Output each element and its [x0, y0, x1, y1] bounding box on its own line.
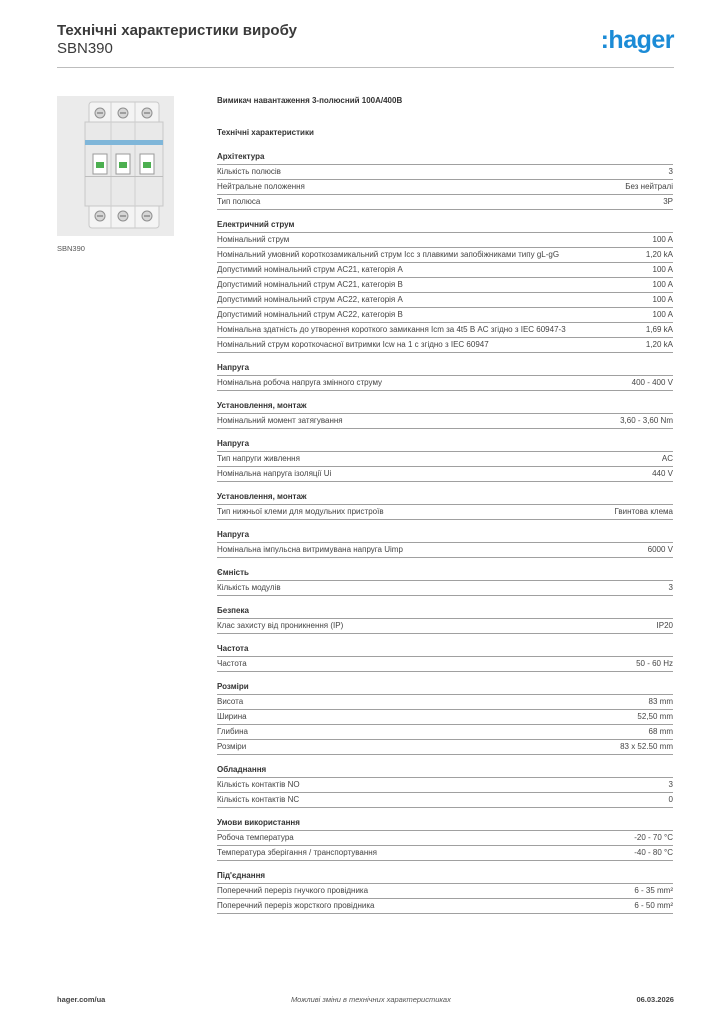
spec-value: 6 - 35 mm² — [634, 886, 673, 895]
tech-spec-heading: Технічні характеристики — [217, 128, 314, 137]
section-title: Електричний струм — [217, 220, 673, 233]
page-title: Технічні характеристики виробу — [57, 22, 297, 39]
spec-value: IP20 — [656, 621, 673, 630]
spec-content — [217, 96, 673, 914]
spec-row — [217, 831, 673, 846]
spec-row — [217, 323, 673, 338]
spec-label: Кількість модулів — [217, 583, 281, 592]
spec-label: Тип нижньої клеми для модульних пристроїв — [217, 507, 384, 516]
spec-row — [217, 278, 673, 293]
section-title: Розміри — [217, 682, 673, 695]
spec-value: 6000 V — [647, 545, 673, 554]
spec-label: Номінальний струм — [217, 235, 290, 244]
spec-row — [217, 414, 673, 429]
spec-section — [217, 439, 673, 482]
spec-row — [217, 710, 673, 725]
spec-label: Допустимий номінальний струм AC21, категорія A — [217, 265, 403, 274]
spec-value: 50 - 60 Hz — [636, 659, 673, 668]
spec-section — [217, 765, 673, 808]
spec-value: 1,20 kA — [645, 340, 673, 349]
spec-label: Кількість контактів NC — [217, 795, 300, 804]
spec-section — [217, 606, 673, 634]
spec-label: Допустимий номінальний струм AC22, категорія A — [217, 295, 403, 304]
spec-value: -40 - 80 °C — [634, 848, 673, 857]
section-title: Установлення, монтаж — [217, 492, 673, 505]
spec-label: Частота — [217, 659, 247, 668]
product-name: Вимикач навантаження 3-полюсний 100А/400В — [217, 96, 403, 105]
spec-section — [217, 644, 673, 672]
product-code: SBN390 — [57, 40, 113, 57]
spec-label: Поперечний переріз гнучкого провідника — [217, 886, 369, 895]
spec-value: 100 A — [652, 235, 673, 244]
spec-label: Глибина — [217, 727, 248, 736]
section-title: Установлення, монтаж — [217, 401, 673, 414]
spec-label: Номінальний струм короткочасної витримки Icw на 1 с згідно з IEC 60947 — [217, 340, 489, 349]
spec-value: Без нейтралі — [625, 182, 673, 191]
section-title: Умови використання — [217, 818, 673, 831]
section-title: Безпека — [217, 606, 673, 619]
spec-section — [217, 363, 673, 391]
hager-logo: :hager — [600, 26, 674, 54]
section-title: Обладнання — [217, 765, 673, 778]
spec-row — [217, 263, 673, 278]
page-footer — [57, 995, 674, 1004]
spec-label: Номінальний умовний короткозамикальний струм Icc з плавкими запобіжниками типу gL-gG — [217, 250, 560, 259]
spec-row — [217, 657, 673, 672]
spec-value: Гвинтова клема — [614, 507, 673, 516]
spec-section — [217, 492, 673, 520]
spec-value: 1,69 kA — [645, 325, 673, 334]
spec-label: Ширина — [217, 712, 247, 721]
footer-date: 06.03.2026 — [636, 995, 674, 1004]
spec-row — [217, 778, 673, 793]
spec-row — [217, 338, 673, 353]
spec-label: Номінальна напруга ізоляції Ui — [217, 469, 332, 478]
page-header — [57, 22, 674, 68]
spec-row — [217, 725, 673, 740]
spec-label: Кількість контактів NO — [217, 780, 300, 789]
spec-value: 68 mm — [648, 727, 673, 736]
spec-label: Тип полюса — [217, 197, 261, 206]
spec-value: 3P — [663, 197, 673, 206]
spec-value: 400 - 400 V — [631, 378, 673, 387]
spec-row — [217, 884, 673, 899]
spec-label: Допустимий номінальний струм AC21, категорія B — [217, 280, 403, 289]
spec-row — [217, 165, 673, 180]
section-title: Під'єднання — [217, 871, 673, 884]
spec-label: Номінальна здатність до утворення короткого замикання Icm за 4t5 В AC згідно з IEC 60947-3 — [217, 325, 566, 334]
section-title: Напруга — [217, 363, 673, 376]
spec-value: 100 A — [652, 265, 673, 274]
spec-row — [217, 695, 673, 710]
spec-row — [217, 846, 673, 861]
product-image-caption: SBN390 — [57, 244, 85, 253]
footer-note: Можливі зміни в технічних характеристиках — [290, 995, 451, 1004]
spec-section — [217, 401, 673, 429]
spec-row — [217, 452, 673, 467]
spec-section — [217, 871, 673, 914]
spec-value: 100 A — [652, 310, 673, 319]
spec-row — [217, 248, 673, 263]
spec-row — [217, 293, 673, 308]
spec-value: 3 — [668, 167, 673, 176]
spec-value: 6 - 50 mm² — [634, 901, 673, 910]
spec-value: 83 mm — [648, 697, 673, 706]
spec-row — [217, 793, 673, 808]
spec-row — [217, 581, 673, 596]
spec-row — [217, 899, 673, 914]
section-title: Ємність — [217, 568, 673, 581]
spec-section — [217, 682, 673, 755]
spec-row — [217, 467, 673, 482]
spec-label: Робоча температура — [217, 833, 294, 842]
product-image — [57, 96, 174, 236]
circuit-breaker-3-pole-icon — [57, 96, 174, 236]
spec-value: 3 — [668, 780, 673, 789]
spec-value: 0 — [668, 795, 673, 804]
spec-value: 52,50 mm — [637, 712, 673, 721]
spec-value: 440 V — [652, 469, 673, 478]
spec-label: Допустимий номінальний струм AC22, категорія B — [217, 310, 403, 319]
spec-value: 100 A — [652, 280, 673, 289]
section-title: Частота — [217, 644, 673, 657]
spec-label: Кількість полюсів — [217, 167, 281, 176]
spec-label: Номінальна робоча напруга змінного струму — [217, 378, 383, 387]
spec-row — [217, 740, 673, 755]
spec-value: 3,60 - 3,60 Nm — [620, 416, 673, 425]
footer-website[interactable]: hager.com/ua — [57, 995, 106, 1004]
spec-label: Розміри — [217, 742, 247, 751]
spec-section — [217, 568, 673, 596]
spec-value: -20 - 70 °C — [634, 833, 673, 842]
spec-section — [217, 530, 673, 558]
spec-sections — [217, 152, 673, 914]
spec-row — [217, 505, 673, 520]
section-title: Напруга — [217, 439, 673, 452]
spec-label: Номінальний момент затягування — [217, 416, 343, 425]
spec-value: 1,20 kA — [645, 250, 673, 259]
spec-row — [217, 180, 673, 195]
spec-value: 3 — [668, 583, 673, 592]
spec-row — [217, 195, 673, 210]
spec-section — [217, 220, 673, 353]
spec-section — [217, 818, 673, 861]
spec-row — [217, 376, 673, 391]
spec-label: Номінальна імпульсна витримувана напруга Uimp — [217, 545, 403, 554]
spec-value: 100 A — [652, 295, 673, 304]
spec-row — [217, 543, 673, 558]
spec-label: Клас захисту від проникнення (IP) — [217, 621, 344, 630]
spec-label: Висота — [217, 697, 244, 706]
spec-row — [217, 308, 673, 323]
spec-label: Поперечний переріз жорсткого провідника — [217, 901, 375, 910]
spec-value: AC — [661, 454, 673, 463]
spec-section — [217, 152, 673, 210]
section-title: Напруга — [217, 530, 673, 543]
spec-value: 83 x 52.50 mm — [620, 742, 673, 751]
spec-row — [217, 233, 673, 248]
spec-label: Нейтральне положення — [217, 182, 305, 191]
spec-label: Тип напруги живлення — [217, 454, 300, 463]
spec-label: Температура зберігання / транспортування — [217, 848, 378, 857]
section-title: Архітектура — [217, 152, 673, 165]
spec-row — [217, 619, 673, 634]
